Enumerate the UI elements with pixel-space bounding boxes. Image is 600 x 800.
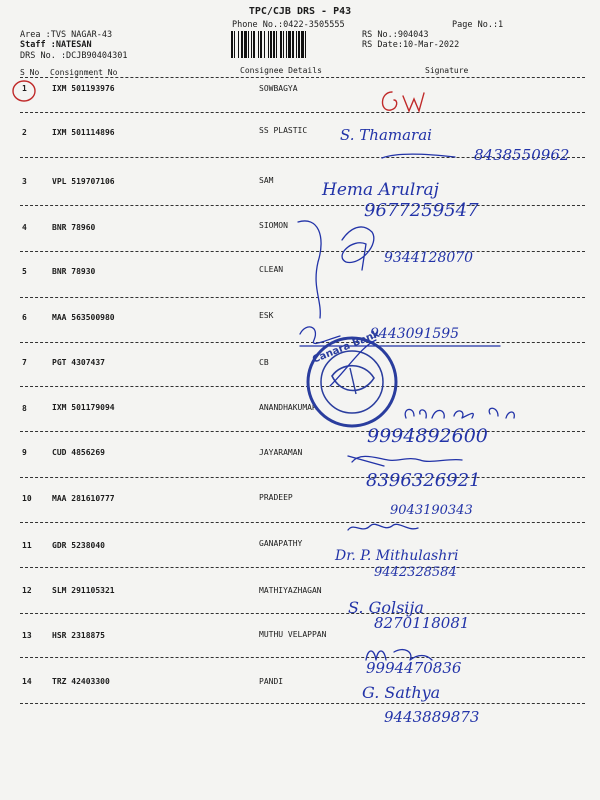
- row-divider: [20, 703, 585, 704]
- signature-row-10: [348, 524, 418, 530]
- stamp-text: Canara Bank: [311, 328, 382, 366]
- row-sno: 13: [22, 631, 32, 640]
- barcode-bar: [234, 31, 235, 58]
- row-sno: 12: [22, 586, 32, 595]
- row-divider: [20, 613, 585, 614]
- signature-row-1: [382, 92, 424, 111]
- row-consignee: MATHIYAZHAGAN: [259, 586, 322, 595]
- signature-row-13-phone: 9994470836: [366, 659, 462, 677]
- column-header-consignment: Consignment No: [50, 68, 118, 77]
- row-divider: [20, 522, 585, 523]
- row-consignment: MAA 563500980: [52, 313, 115, 322]
- row-divider: [20, 297, 585, 298]
- row-consignee: CLEAN: [259, 265, 284, 274]
- row-consignment: HSR 2318875: [52, 631, 105, 640]
- row-consignment: MAA 281610777: [52, 494, 115, 503]
- barcode-bar: [241, 31, 243, 58]
- signature-row-9-strike: [348, 456, 384, 466]
- row-consignment: BNR 78930: [52, 267, 96, 276]
- row-consignee: SOWBAGYA: [259, 84, 298, 93]
- row-divider: [20, 251, 585, 252]
- row-sno: 4: [22, 223, 27, 232]
- row-consignment: CUD 4856269: [52, 448, 105, 457]
- signature-row-9-phone: 8396326921: [366, 470, 481, 491]
- barcode-bar: [238, 31, 239, 58]
- signature-row-3-phone: 9677259547: [364, 200, 479, 221]
- barcode-bar: [268, 31, 269, 58]
- signature-row-7: [330, 340, 376, 386]
- row-consignee: GANAPATHY: [259, 539, 303, 548]
- signature-row-4-phone: 9344128070: [384, 250, 474, 266]
- area-label: Area :TVS NAGAR-43: [20, 30, 113, 40]
- barcode-bar: [264, 31, 265, 58]
- column-header-signature: Signature: [425, 66, 469, 75]
- row-sno: 2: [22, 128, 27, 137]
- row-sno: 7: [22, 358, 27, 367]
- row-sno: 6: [22, 313, 27, 322]
- drs-number: DRS No. :DCJB90404301: [20, 51, 128, 61]
- signature-row-12-name: S. Golsija: [348, 598, 424, 617]
- barcode-bar: [301, 31, 304, 58]
- row-consignee: SS PLASTIC: [259, 126, 308, 135]
- barcode-bar: [305, 31, 306, 58]
- row-divider: [20, 567, 585, 568]
- row-consignment: IXM 501193976: [52, 84, 115, 93]
- barcode-bar: [276, 31, 277, 58]
- signature-row-2-phone: 8438550962: [474, 146, 570, 164]
- row-consignment: GDR 5238040: [52, 541, 105, 550]
- row-divider: [20, 657, 585, 658]
- signature-row-6: [300, 327, 340, 344]
- row-divider: [20, 342, 585, 343]
- row-sno: 9: [22, 448, 27, 457]
- barcode-bar: [258, 31, 259, 58]
- signature-row-10-phone: 9043190343: [390, 503, 473, 518]
- row-sno: 8: [22, 404, 27, 413]
- signature-row-8-phone: 9994892600: [367, 425, 488, 447]
- barcode: [230, 31, 354, 58]
- row-consignee: SAM: [259, 176, 274, 185]
- staff-label: Staff :NATESAN: [20, 40, 92, 50]
- row-consignee: ESK: [259, 311, 274, 320]
- signature-row-4: [342, 227, 374, 270]
- barcode-bar: [286, 31, 287, 58]
- signature-row-11-phone: 9442328584: [374, 565, 457, 580]
- row-consignment: IXM 501179094: [52, 403, 115, 412]
- signature-row-12-phone: 8270118081: [374, 614, 470, 632]
- signature-row-2-name: S. Thamarai: [340, 126, 432, 144]
- phone-number: Phone No.:0422-3505555: [232, 20, 345, 30]
- barcode-bar: [296, 31, 297, 58]
- signature-row-13: [366, 650, 432, 660]
- signature-row-14-phone: 9443889873: [384, 708, 480, 726]
- barcode-bar: [244, 31, 247, 58]
- signature-row-8: [405, 408, 514, 418]
- row-consignee: SIOMON: [259, 221, 288, 230]
- row-consignee: PRADEEP: [259, 493, 293, 502]
- row-divider: [20, 205, 585, 206]
- row-sno: 10: [22, 494, 32, 503]
- barcode-bar: [231, 31, 233, 58]
- signature-row-6-phone: 9443091595: [370, 326, 460, 342]
- row-divider: [20, 112, 585, 113]
- row-consignment: IXM 501114896: [52, 128, 115, 137]
- row-consignee: PANDI: [259, 677, 284, 686]
- header-divider: [20, 77, 585, 78]
- row-consignee: CB: [259, 358, 269, 367]
- barcode-bar: [270, 31, 272, 58]
- row-divider: [20, 157, 585, 158]
- bracket-rows-4-5: [298, 221, 321, 318]
- row-sno: 11: [22, 541, 32, 550]
- barcode-bar: [292, 31, 294, 58]
- signature-row-11-name: Dr. P. Mithulashri: [335, 548, 459, 564]
- barcode-bar: [273, 31, 275, 58]
- sheet-title: TPC/CJB DRS - P43: [248, 6, 352, 17]
- barcode-bar: [298, 31, 300, 58]
- signature-row-9: [352, 456, 462, 462]
- barcode-bar: [248, 31, 249, 58]
- signature-row-3-name: Hema Arulraj: [322, 180, 439, 200]
- row-consignment: PGT 4307437: [52, 358, 105, 367]
- bank-stamp: [308, 329, 396, 426]
- row-divider: [20, 477, 585, 478]
- row-consignment: BNR 78960: [52, 223, 96, 232]
- row-sno: 5: [22, 267, 27, 276]
- row-consignment: VPL 519707106: [52, 177, 115, 186]
- row-sno: 3: [22, 177, 27, 186]
- barcode-bar: [280, 31, 282, 58]
- rs-date: RS Date:10-Mar-2022: [362, 40, 460, 50]
- row-divider: [20, 386, 585, 387]
- page-number: Page No.:1: [452, 20, 504, 30]
- barcode-bar: [260, 31, 262, 58]
- rs-number: RS No.:904043: [362, 30, 429, 40]
- column-header-sno: S No: [20, 68, 40, 77]
- barcode-bar: [288, 31, 291, 58]
- row-consignee: ANANDHAKUMAR: [259, 403, 317, 412]
- row-consignee: MUTHU VELAPPAN: [259, 630, 327, 639]
- barcode-bar: [251, 31, 252, 58]
- row-consignment: TRZ 42403300: [52, 677, 110, 686]
- column-header-consignee-details: Consignee Details: [240, 66, 322, 75]
- row-consignment: SLM 291105321: [52, 586, 115, 595]
- row-consignee: JAYARAMAN: [259, 448, 303, 457]
- signature-row-14-name: G. Sathya: [362, 683, 441, 702]
- barcode-bar: [253, 31, 255, 58]
- barcode-bar: [283, 31, 284, 58]
- row-sno: 14: [22, 677, 32, 686]
- row-sno: 1: [22, 84, 27, 93]
- row-divider: [20, 431, 585, 432]
